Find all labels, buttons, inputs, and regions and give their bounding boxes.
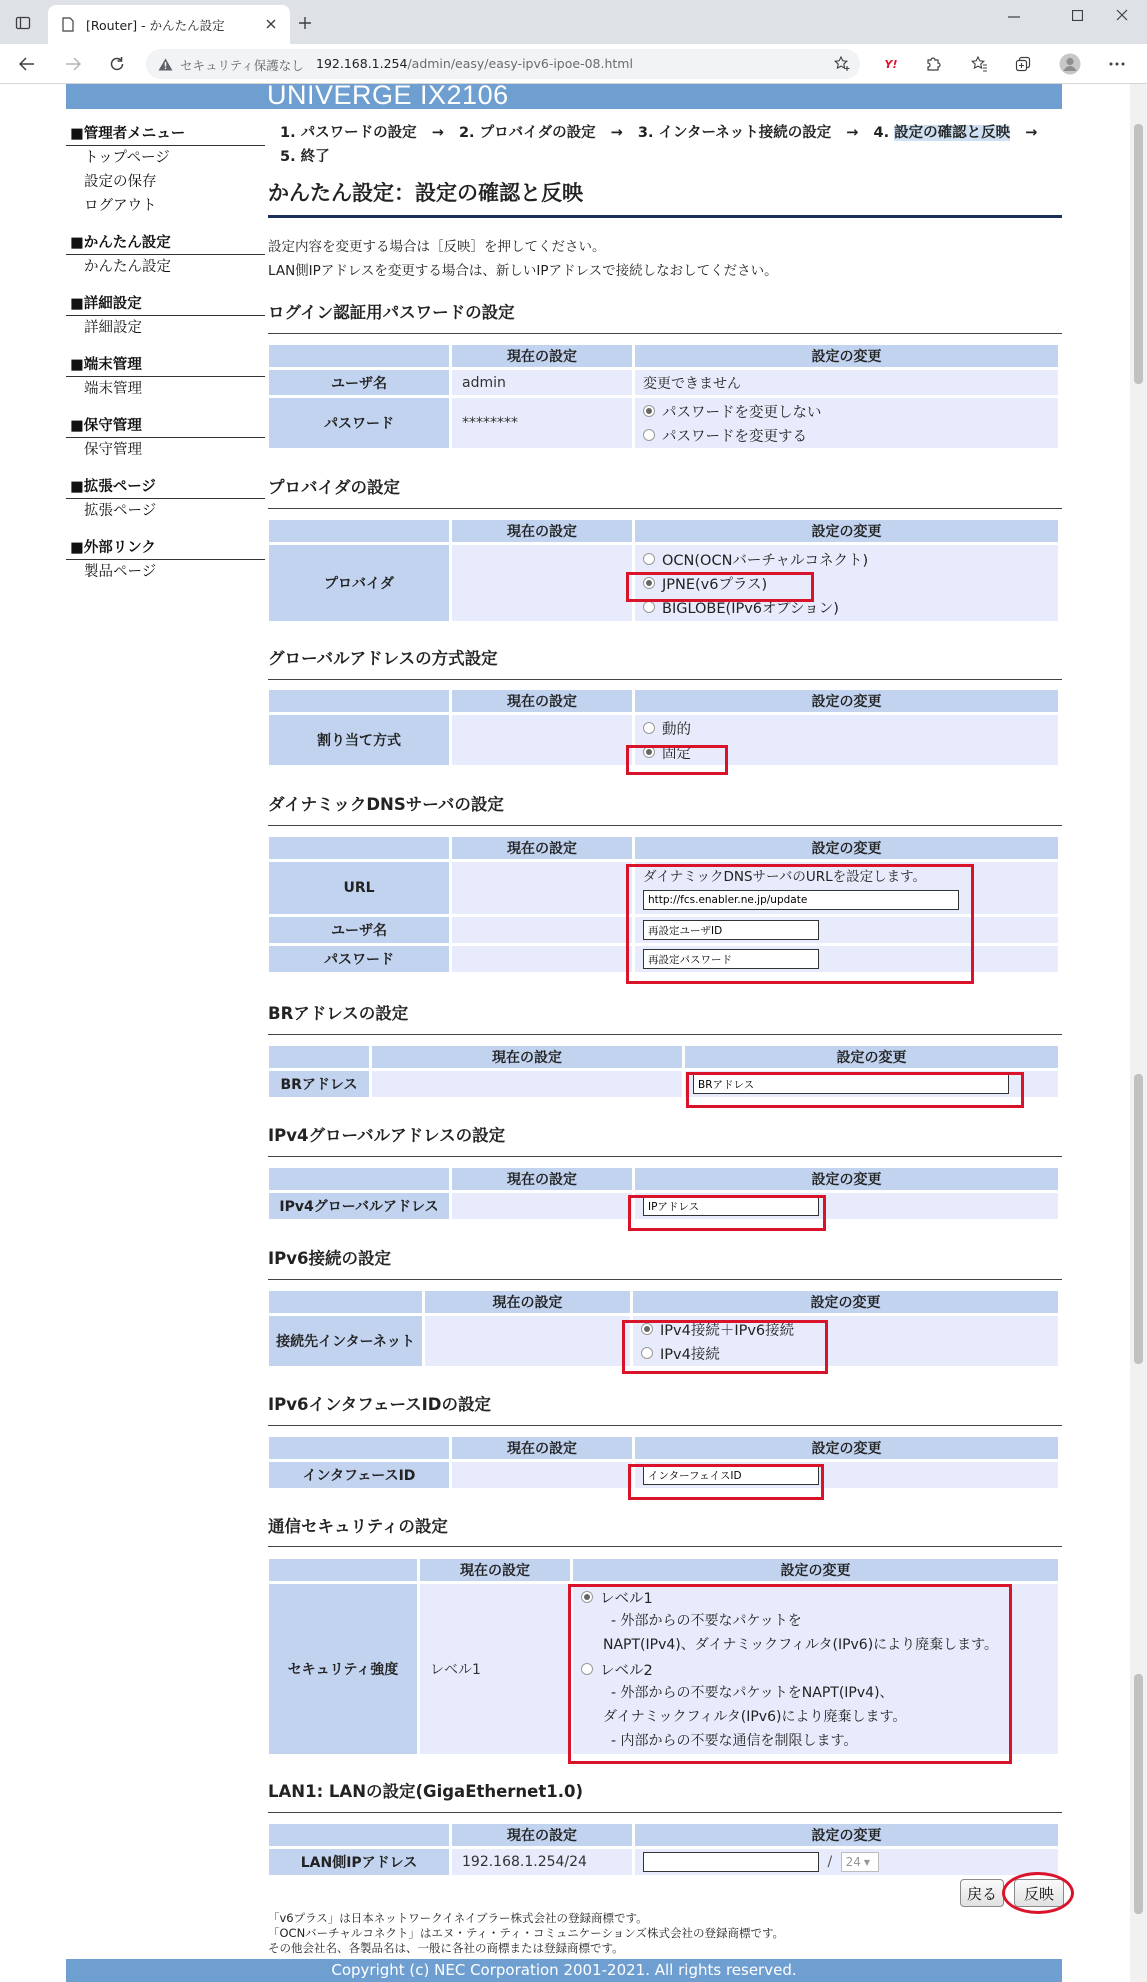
more-icon[interactable] — [1106, 53, 1128, 75]
user-label: ユーザ名 — [269, 370, 449, 395]
ddns-url-input[interactable] — [643, 890, 959, 910]
section-title-lan: LAN1: LANの設定(GigaEthernet1.0) — [268, 1782, 584, 1801]
header-empty — [269, 1437, 449, 1459]
level2-description: - 外部からの不要なパケットをNAPT(IPv4)、 — [611, 1685, 894, 1701]
provider-current-value — [452, 545, 632, 621]
header-current: 現在の設定 — [372, 1046, 682, 1068]
radio-unchecked-icon[interactable] — [581, 1663, 593, 1675]
step-4-current: 設定の確認と反映 — [894, 125, 1011, 141]
tab-title: [Router] - かんたん設定 — [86, 18, 225, 33]
lan-ip-change — [635, 1849, 1058, 1875]
sidebar-section — [66, 414, 265, 462]
radio-static[interactable] — [643, 740, 1058, 764]
option-label: 動的 — [662, 721, 691, 738]
br-address-input[interactable] — [693, 1074, 1009, 1094]
header-empty — [269, 1168, 449, 1190]
interface-id-table — [266, 1434, 1061, 1491]
step-arrow: → — [846, 125, 859, 141]
sidebar-link[interactable]: 詳細設定 — [84, 320, 142, 336]
section-divider — [268, 1425, 1062, 1426]
option-label: BIGLOBE(IPv6オプション) — [662, 600, 839, 617]
section-divider — [268, 333, 1062, 334]
header-change: 設定の変更 — [635, 690, 1058, 712]
note-line: 「OCNバーチャルコネクト」はエヌ・ティ・ティ・コミュニケーションズ株式会社の登録商標です。 — [268, 1926, 785, 1940]
header-change: 設定の変更 — [573, 1559, 1058, 1581]
warning-icon[interactable] — [156, 55, 174, 73]
favorites-add-icon[interactable] — [832, 54, 852, 74]
sidebar-link[interactable]: 端末管理 — [84, 381, 142, 397]
ddns-table — [266, 834, 1061, 975]
section-title-ipv6-connection: IPv6接続の設定 — [268, 1249, 391, 1268]
intro-line: LAN側IPアドレスを変更する場合は、新しいIPアドレスで接続しなおしてください。 — [268, 263, 778, 279]
radio-checked-icon[interactable] — [641, 1323, 653, 1335]
section-title-global-address: グローバルアドレスの方式設定 — [268, 649, 498, 668]
step-arrow: → — [1025, 125, 1038, 141]
password-options — [635, 398, 1058, 448]
forward-icon[interactable] — [62, 53, 84, 75]
security-level-label: セキュリティ強度 — [269, 1584, 417, 1754]
sidebar-menu — [66, 122, 265, 597]
header-current: 現在の設定 — [452, 345, 632, 367]
radio-unchecked-icon[interactable] — [643, 601, 655, 613]
note-line: 「v6プラス」は日本ネットワークイネイブラー株式会社の登録商標です。 — [268, 1911, 648, 1925]
option-label: 固定 — [662, 745, 691, 762]
radio-checked-icon[interactable] — [643, 746, 655, 758]
yahoo-icon[interactable]: Y! — [884, 57, 898, 71]
section-divider — [268, 1156, 1062, 1157]
sidebar-heading: ■詳細設定 — [66, 292, 265, 316]
radio-change-password[interactable] — [643, 423, 1058, 447]
header-empty — [269, 520, 449, 542]
sidebar-heading: ■管理者メニュー — [66, 122, 265, 146]
option-label: JPNE(v6プラス) — [662, 576, 768, 593]
maximize-icon[interactable] — [1063, 4, 1091, 26]
lan-mask-select[interactable] — [841, 1852, 879, 1872]
ipv4-address-input[interactable] — [643, 1196, 819, 1216]
step-5: 5. 終了 — [280, 149, 330, 165]
provider-label: プロバイダ — [269, 545, 449, 621]
assign-method-current — [452, 715, 632, 765]
lan-ip-input[interactable] — [643, 1852, 819, 1872]
option-label: IPv4接続 — [660, 1346, 720, 1363]
section-divider — [268, 679, 1062, 680]
step-1: 1. パスワードの設定 — [280, 125, 417, 141]
section-title-br: BRアドレスの設定 — [268, 1004, 409, 1023]
lan-ip-label: LAN側IPアドレス — [269, 1849, 449, 1875]
back-button[interactable]: 戻る — [960, 1879, 1004, 1907]
header-empty — [269, 690, 449, 712]
sidebar-heading: ■かんたん設定 — [66, 231, 265, 255]
section-title-password: ログイン認証用パスワードの設定 — [268, 303, 515, 322]
level1-description: - 外部からの不要なパケットを — [611, 1613, 802, 1629]
url-host: 192.168.1.254 — [316, 56, 408, 71]
br-label: BRアドレス — [269, 1071, 369, 1097]
page-scrollbar[interactable] — [1130, 84, 1147, 1982]
sidebar-link[interactable]: トップページ — [84, 150, 170, 166]
sidebar-heading: ■保守管理 — [66, 414, 265, 438]
intro-text — [268, 235, 778, 283]
user-change-text: 変更できません — [635, 370, 1058, 395]
interface-id-label: インタフェースID — [269, 1462, 449, 1488]
header-change: 設定の変更 — [635, 1437, 1058, 1459]
back-icon[interactable] — [16, 53, 38, 75]
level1-description: NAPT(IPv4)、ダイナミックフィルタ(IPv6)により廃棄します。 — [603, 1637, 999, 1653]
radio-checked-icon[interactable] — [643, 405, 655, 417]
header-current: 現在の設定 — [452, 1168, 632, 1190]
sidebar-link[interactable]: 拡張ページ — [84, 503, 157, 519]
url-text[interactable] — [316, 56, 633, 71]
provider-options — [635, 545, 1058, 621]
ddns-user-label: ユーザ名 — [269, 917, 449, 943]
header-empty — [269, 1824, 449, 1846]
section-title-ipv4-global: IPv4グローバルアドレスの設定 — [268, 1126, 506, 1145]
interface-id-input[interactable] — [643, 1465, 819, 1485]
header-empty — [269, 837, 449, 859]
option-label: OCN(OCNバーチャルコネクト) — [662, 552, 869, 569]
section-divider — [268, 508, 1062, 509]
radio-checked-icon[interactable] — [643, 577, 655, 589]
sidebar-section — [66, 292, 265, 340]
lan-mask-slash: / — [827, 1854, 833, 1870]
plus-icon[interactable] — [294, 12, 316, 34]
connection-target-options — [633, 1316, 1058, 1366]
header-bar-left — [66, 84, 267, 109]
section-title-ddns: ダイナミックDNSサーバの設定 — [268, 795, 504, 814]
radio-provider-biglobe[interactable] — [643, 595, 1058, 619]
ddns-user-current — [452, 917, 632, 943]
sidebar-section — [66, 231, 265, 279]
br-change — [685, 1071, 1058, 1097]
option-label: レベル2 — [600, 1662, 653, 1679]
tab-actions-icon[interactable] — [12, 12, 34, 34]
intro-line: 設定内容を変更する場合は［反映］を押してください。 — [268, 239, 606, 255]
radio-dynamic[interactable] — [643, 716, 1058, 740]
ipv4-global-label: IPv4グローバルアドレス — [269, 1193, 449, 1219]
radio-unchecked-icon[interactable] — [643, 429, 655, 441]
connection-target-current — [425, 1316, 630, 1366]
header-current: 現在の設定 — [452, 1824, 632, 1846]
connection-target-label: 接続先インターネット — [269, 1316, 422, 1366]
section-title-security: 通信セキュリティの設定 — [268, 1517, 448, 1536]
radio-level2[interactable] — [581, 1657, 1058, 1681]
chevron-down-icon: ▼ — [863, 1857, 871, 1867]
ddns-password-input[interactable] — [643, 949, 819, 969]
ddns-password-current — [452, 946, 632, 972]
header-current: 現在の設定 — [452, 520, 632, 542]
scrollbar-thumb[interactable] — [1134, 1674, 1143, 1914]
radio-unchecked-icon[interactable] — [643, 553, 655, 565]
apply-button[interactable]: 反映 — [1014, 1879, 1064, 1907]
section-divider — [268, 1034, 1062, 1035]
security-level-options — [573, 1584, 1058, 1754]
security-table — [266, 1556, 1061, 1757]
trademark-notes — [268, 1911, 784, 1956]
ipv4-global-change — [635, 1193, 1058, 1219]
step-4-number: 4. — [873, 125, 890, 141]
header-current: 現在の設定 — [452, 690, 632, 712]
ddns-password-label: パスワード — [269, 946, 449, 972]
section-divider — [268, 1546, 1062, 1547]
password-table — [266, 342, 1061, 451]
radio-checked-icon[interactable] — [581, 1591, 593, 1603]
tab-bar — [0, 0, 1147, 44]
radio-provider-jpne[interactable] — [643, 571, 1058, 595]
browser-toolbar — [0, 44, 1147, 84]
password-current-value: ******** — [452, 398, 632, 448]
sidebar-link[interactable]: ログアウト — [84, 198, 157, 214]
sidebar-link[interactable]: かんたん設定 — [84, 259, 171, 275]
ddns-user-input[interactable] — [643, 920, 819, 940]
section-title-interface-id: IPv6インタフェースIDの設定 — [268, 1395, 491, 1414]
radio-provider-ocn[interactable] — [643, 547, 1058, 571]
minimize-icon[interactable] — [1000, 6, 1028, 28]
step-2: 2. プロバイダの設定 — [458, 125, 596, 141]
favorites-icon[interactable] — [968, 53, 990, 75]
sidebar-section — [66, 536, 265, 584]
ipv4-global-table — [266, 1165, 1061, 1222]
radio-ipv4-ipv6[interactable] — [641, 1317, 1058, 1341]
ipv4-global-current — [452, 1193, 632, 1219]
section-divider — [268, 1279, 1062, 1280]
extensions-icon[interactable] — [922, 53, 944, 75]
section-divider — [268, 825, 1062, 826]
option-label: IPv4接続＋IPv6接続 — [660, 1322, 795, 1339]
page-icon — [60, 15, 76, 33]
step-arrow: → — [431, 125, 444, 141]
header-change: 設定の変更 — [635, 345, 1058, 367]
provider-table — [266, 517, 1061, 624]
header-empty — [269, 1046, 369, 1068]
lan-table — [266, 1821, 1061, 1878]
ddns-url-current — [452, 862, 632, 914]
ddns-user-change — [635, 917, 1058, 943]
sidebar-heading: ■拡張ページ — [66, 475, 265, 499]
header-current: 現在の設定 — [420, 1559, 570, 1581]
reload-icon[interactable] — [106, 53, 128, 75]
option-label: パスワードを変更しない — [662, 404, 822, 421]
level2-description: - 内部からの不要な通信を制限します。 — [611, 1733, 858, 1749]
ddns-url-change — [635, 862, 1058, 914]
title-divider — [268, 215, 1062, 218]
security-level-current: レベル1 — [420, 1584, 570, 1754]
header-empty — [269, 345, 449, 367]
step-arrow: → — [610, 125, 623, 141]
sidebar-section — [66, 475, 265, 523]
step-navigation — [280, 121, 1060, 169]
option-label: レベル1 — [600, 1590, 653, 1607]
br-table — [266, 1043, 1061, 1100]
close-icon[interactable] — [262, 15, 280, 33]
radio-level1[interactable] — [581, 1585, 1058, 1609]
radio-unchecked-icon[interactable] — [643, 722, 655, 734]
assign-method-options — [635, 715, 1058, 765]
sidebar-link[interactable]: 保守管理 — [84, 442, 142, 458]
step-3: 3. インターネット接続の設定 — [637, 125, 832, 141]
level2-description: ダイナミックフィルタ(IPv6)により廃棄します。 — [603, 1709, 907, 1725]
ddns-password-change — [635, 946, 1058, 972]
header-change: 設定の変更 — [635, 520, 1058, 542]
header-change: 設定の変更 — [633, 1291, 1058, 1313]
sidebar-section — [66, 353, 265, 401]
collections-icon[interactable] — [1012, 53, 1034, 75]
scrollbar-thumb[interactable] — [1134, 1074, 1143, 1364]
sidebar-link[interactable]: 設定の保存 — [84, 174, 157, 190]
ddns-url-hint: ダイナミックDNSサーバのURLを設定します。 — [643, 869, 927, 885]
ipv6-connection-table — [266, 1288, 1061, 1369]
header-current: 現在の設定 — [452, 1437, 632, 1459]
sidebar-section — [66, 122, 265, 218]
header-current: 現在の設定 — [452, 837, 632, 859]
note-line: その他会社名、各製品名は、一般に各社の商標または登録商標です。 — [268, 1941, 624, 1955]
header-change: 設定の変更 — [635, 1168, 1058, 1190]
interface-id-change — [635, 1462, 1058, 1488]
sidebar-heading: ■端末管理 — [66, 353, 265, 377]
device-title: UNIVERGE IX2106 — [267, 80, 509, 110]
copyright-footer: Copyright (c) NEC Corporation 2001-2021. All rights reserved. — [66, 1959, 1062, 1982]
section-divider — [268, 1812, 1062, 1813]
page-title: かんたん設定：設定の確認と反映 — [268, 181, 583, 205]
header-empty — [269, 1559, 417, 1581]
scrollbar-thumb[interactable] — [1134, 124, 1143, 384]
sidebar-heading: ■外部リンク — [66, 536, 265, 560]
header-change: 設定の変更 — [685, 1046, 1058, 1068]
header-change: 設定の変更 — [635, 837, 1058, 859]
url-path: /admin/easy/easy-ipv6-ipoe-08.html — [407, 56, 633, 71]
br-current — [372, 1071, 682, 1097]
window-close-icon[interactable] — [1108, 4, 1136, 26]
header-empty — [269, 1291, 422, 1313]
option-label: パスワードを変更する — [662, 428, 807, 445]
lan-ip-current: 192.168.1.254/24 — [452, 1849, 632, 1875]
password-label: パスワード — [269, 398, 449, 448]
radio-keep-password[interactable] — [643, 399, 1058, 423]
assign-method-label: 割り当て方式 — [269, 715, 449, 765]
user-current-value: admin — [452, 370, 632, 395]
radio-unchecked-icon[interactable] — [641, 1347, 653, 1359]
browser-tab[interactable] — [48, 5, 290, 44]
header-current: 現在の設定 — [425, 1291, 630, 1313]
address-bar[interactable] — [146, 49, 860, 79]
radio-ipv4-only[interactable] — [641, 1341, 1058, 1365]
ddns-url-label: URL — [269, 862, 449, 914]
interface-id-current — [452, 1462, 632, 1488]
sidebar-link[interactable]: 製品ページ — [84, 564, 157, 580]
header-change: 設定の変更 — [635, 1824, 1058, 1846]
security-warning-text: セキュリティ保護なし — [180, 58, 304, 73]
profile-icon[interactable] — [1058, 52, 1082, 76]
lan-mask-value: 24 — [845, 1855, 861, 1869]
global-address-table — [266, 687, 1061, 768]
section-title-provider: プロバイダの設定 — [268, 478, 400, 497]
